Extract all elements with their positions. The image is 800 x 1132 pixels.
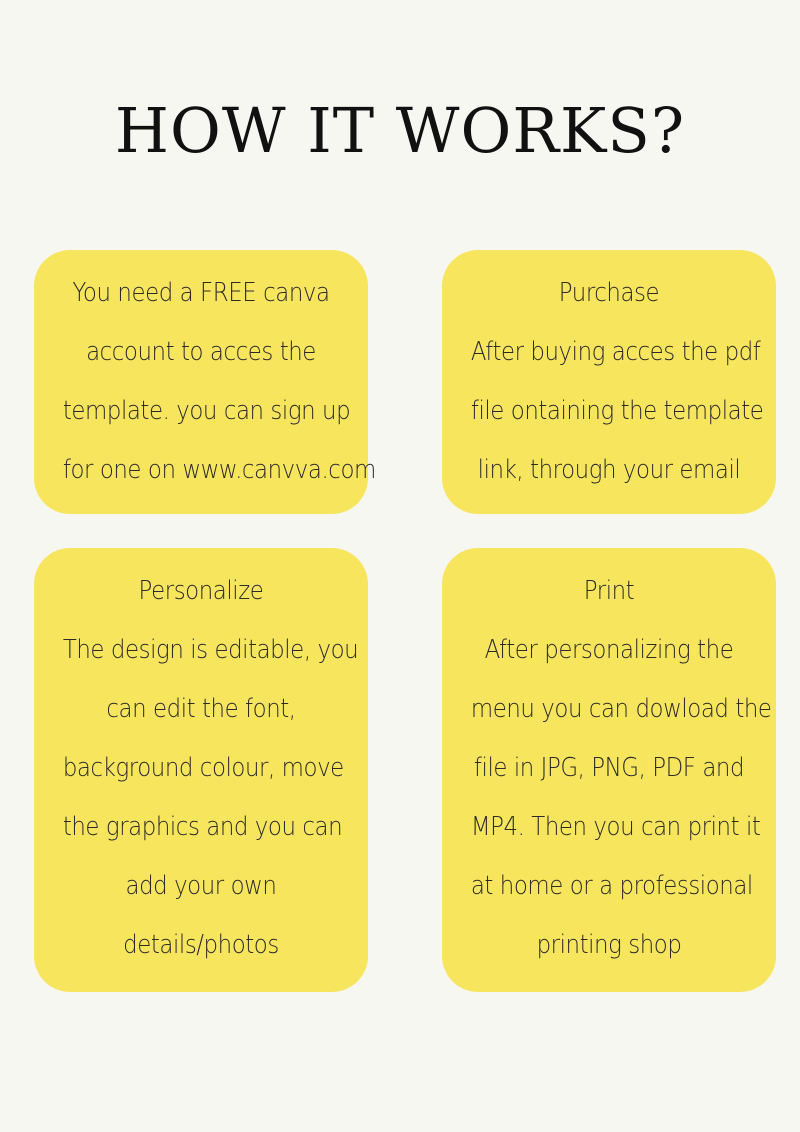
card-line: file in JPG, PNG, PDF and: [473, 753, 745, 783]
card-line: background colour, move: [62, 753, 344, 783]
card-line: After personalizing the: [484, 635, 734, 665]
card-line: details/photos: [123, 930, 279, 960]
card-line: for one on www.canvva.com: [62, 455, 376, 485]
card-line: file ontaining the template: [470, 396, 764, 426]
card-line: After buying acces the pdf: [470, 337, 761, 367]
card-line: You need a FREE canva: [72, 278, 330, 308]
card-title: Purchase: [558, 278, 660, 308]
card-purchase: [442, 250, 776, 514]
card-line: account to acces the: [86, 337, 316, 367]
card-line: add your own: [125, 871, 277, 901]
card-print: [442, 548, 776, 992]
card-line: menu you can dowload the: [470, 694, 772, 724]
card-canva-account: [34, 250, 376, 514]
card-title: Print: [583, 576, 635, 606]
card-line: link, through your email: [477, 455, 741, 485]
card-line: printing shop: [536, 930, 682, 960]
card-line: the graphics and you can: [62, 812, 343, 842]
card-title: Personalize: [138, 576, 264, 606]
card-line: template. you can sign up: [62, 396, 351, 426]
card-line: can edit the font,: [106, 694, 296, 724]
card-personalize: [34, 548, 368, 992]
card-line: The design is editable, you: [62, 635, 359, 665]
page-title: HOW IT WORKS?: [114, 94, 686, 167]
card-line: at home or a professional: [470, 871, 753, 901]
card-line: MP4. Then you can print it: [470, 812, 761, 842]
